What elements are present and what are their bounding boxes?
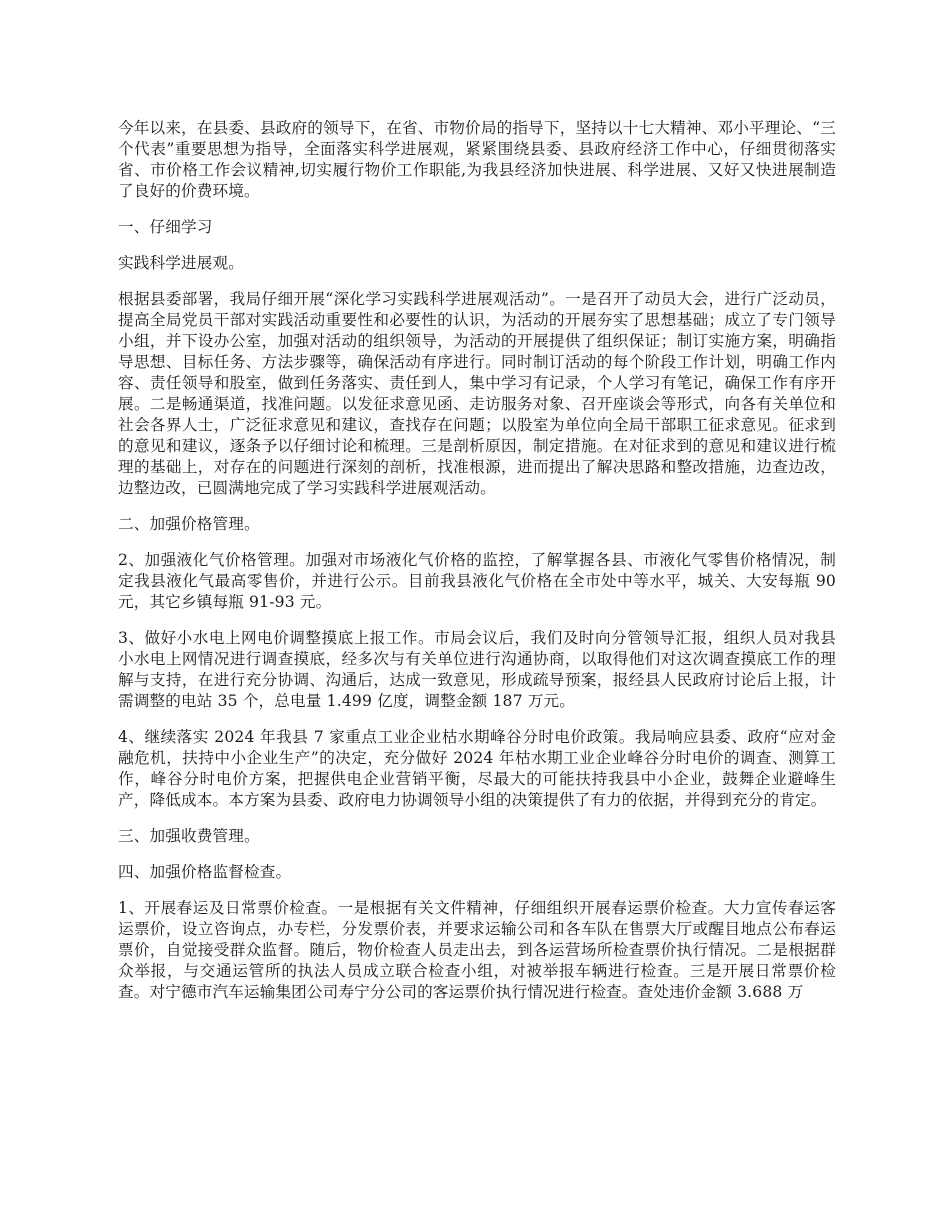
section-heading-1: 一、仔细学习 [118, 218, 213, 236]
intro-paragraph: 今年以来，在县委、县政府的领导下，在省、市物价局的指导下，坚持以十七大精神、邓小平理论、“三个代表”重要思想为指导，全面落实科学进展观，紧紧围绕县委、县政府经济工作中心，仔细贯彻落实省、市价格工作会议精神,切实履行物价工作职能,为我县经济加快进展、科学进展、又好又快进展制造了良好的价费环境。 [118, 119, 836, 200]
section-subheading-1: 实践科学进展观。 [118, 254, 244, 272]
document-body [118, 118, 836, 1018]
section-heading-4: 四、加强价格监督检查。 [118, 863, 292, 881]
item-4-peak-valley-paragraph: 4、继续落实 2024 年我县 7 家重点工业企业枯水期峰谷分时电价政策。我局响应县委、政府“应对金融危机，扶持中小企业生产”的决定，充分做好 2024 年枯水期工业企业峰谷分时电价的调查、测算工作，峰谷分时电价方案，把握供电企业营销平衡，尽最大的可能扶持我县中小企业，鼓舞企业避峰生产，降低成本。本方案为县委、政府电力协调领导小组的决策提供了有力的依据，并得到充分的肯定。 [118, 728, 836, 809]
item-3-hydropower-paragraph: 3、做好小水电上网电价调整摸底上报工作。市局会议后，我们及时向分管领导汇报，组织人员对我县小水电上网情况进行调查摸底，经多次与有关单位进行沟通协商，以取得他们对这次调查摸底工作的理解与支持，在进行充分协调、沟通后，达成一致意见，形成疏导预案，报经县人民政府讨论后上报，计需调整的电站 35 个，总电量 1.499 亿度，调整金额 187 万元。 [118, 629, 836, 710]
section-heading-3: 三、加强收费管理。 [118, 827, 260, 845]
section-heading-2: 二、加强价格管理。 [118, 515, 260, 533]
item-2-lpg-paragraph: 2、加强液化气价格管理。加强对市场液化气价格的监控，了解掌握各县、市液化气零售价格情况，制定我县液化气最高零售价，并进行公示。目前我县液化气价格在全市处中等水平，城关、大安每瓶 90 元，其它乡镇每瓶 91-93 元。 [118, 551, 836, 611]
item-1-ticket-check-paragraph: 1、开展春运及日常票价检查。一是根据有关文件精神，仔细组织开展春运票价检查。大力宣传春运客运票价，设立咨询点，办专栏，分发票价表，并要求运输公司和各车队在售票大厅或醒目地点公布春运票价，自觉接受群众监督。随后，物价检查人员走出去，到各运营场所检查票价执行情况。二是根据群众举报，与交通运管所的执法人员成立联合检查小组，对被举报车辆进行检查。三是开展日常票价检查。对宁德市汽车运输集团公司寿宁分公司的客运票价执行情况进行检查。查处违价金额 3.688 万 [118, 899, 836, 1001]
section-1-body: 根据县委部署，我局仔细开展“深化学习实践科学进展观活动”。一是召开了动员大会，进行广泛动员，提高全局党员干部对实践活动重要性和必要性的认识，为活动的开展夯实了思想基础；成立了专门领导小组，并下设办公室，加强对活动的组织领导，为活动的开展提供了组织保证；制订实施方案，明确指导思想、目标任务、方法步骤等，确保活动有序进行。同时制订活动的每个阶段工作计划，明确工作内容、责任领导和股室，做到任务落实、责任到人，集中学习有记录，个人学习有笔记，确保工作有序开展。二是畅通渠道，找准问题。以发征求意见函、走访服务对象、召开座谈会等形式，向各有关单位和社会各界人士，广泛征求意见和建议，查找存在问题；以股室为单位向全局干部职工征求意见。征求到的意见和建议，逐条予以仔细讨论和梳理。三是剖析原因，制定措施。在对征求到的意见和建议进行梳理的基础上，对存在的问题进行深刻的剖析，找准根源，进而提出了解决思路和整改措施，边查边改，边整边改，已圆满地完成了学习实践科学进展观活动。 [118, 290, 836, 497]
